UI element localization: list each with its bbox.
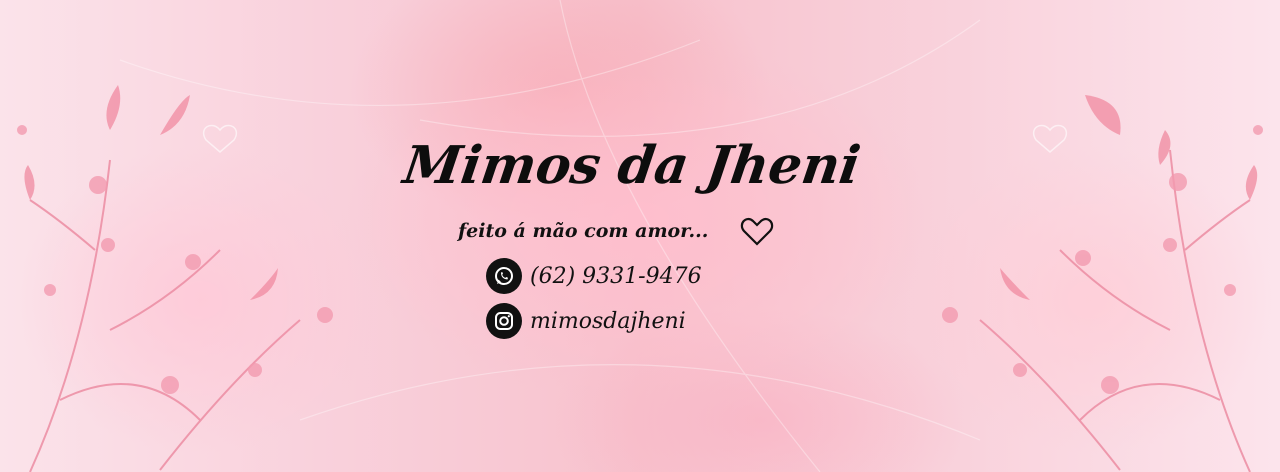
whatsapp-icon [486,258,522,294]
phone-number: (62) 9331-9476 [530,263,702,289]
heart-outline-icon [740,217,774,247]
whatsapp-contact[interactable] [486,257,702,295]
tagline: feito á mão com amor... [458,220,709,242]
instagram-icon [486,303,522,339]
instagram-contact[interactable] [486,302,686,340]
instagram-handle: mimosdajheni [530,308,686,334]
brand-title: Mimos da Jheni [399,135,864,196]
